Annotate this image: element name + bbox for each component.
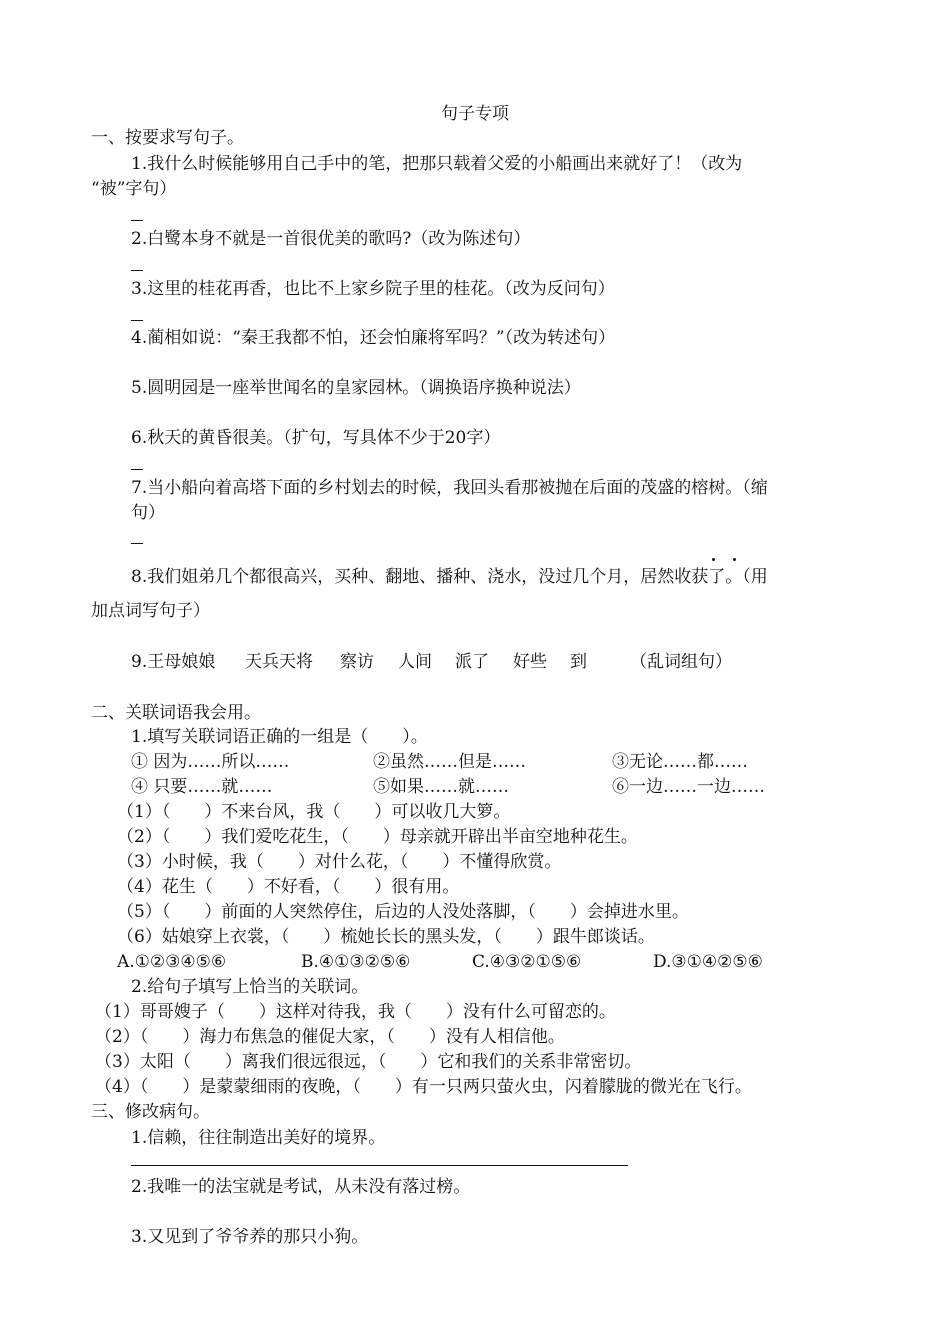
answer-blank [131, 320, 143, 321]
answer-blank [131, 469, 143, 470]
q9-word: 9.王母娘娘 [131, 652, 216, 672]
section-3-heading: 三、修改病句。 [91, 1102, 210, 1122]
option-item: ④ 只要……就…… [131, 777, 273, 797]
q9-word: 好些 [513, 652, 547, 672]
option-item: ① 因为……所以…… [131, 752, 290, 772]
option-item: ③无论……都…… [612, 752, 748, 772]
q9-word: 派了 [455, 652, 489, 672]
choice-c: C.④③②①⑤⑥ [472, 952, 582, 972]
question-3-2: 2.我唯一的法宝就是考试，从未没有落过榜。 [131, 1177, 471, 1197]
fill-item: （5）（ ）前面的人突然停住，后边的人没处落脚，（ ）会掉进水里。 [117, 902, 689, 922]
fill-item: （3）太阳（ ）离我们很远很远，（ ）它和我们的关系非常密切。 [95, 1052, 642, 1072]
question-2-1: 1.填写关联词语正确的一组是（ ）。 [131, 727, 428, 747]
option-item: ⑤如果……就…… [373, 777, 509, 797]
fill-item: （3）小时候，我（ ）对什么花，（ ）不懂得欣赏。 [117, 852, 562, 872]
question-1-5: 5.圆明园是一座举世闻名的皇家园林。（调换语序换种说法） [131, 378, 581, 398]
fill-item: （2）（ ）我们爱吃花生，（ ）母亲就开辟出半亩空地种花生。 [117, 827, 638, 847]
fill-item: （4）（ ）是蒙蒙细雨的夜晚，（ ）有一只两只萤火虫，闪着朦胧的微光在飞行。 [95, 1077, 752, 1097]
question-1-1-line-1: 1.我什么时候能够用自己手中的笔，把那只载着父爱的小船画出来就好了！（改为 [131, 154, 743, 174]
q9-note: （乱词组句） [630, 652, 732, 672]
question-1-7-line-2: 句） [131, 503, 165, 523]
q9-word: 察访 [340, 652, 374, 672]
answer-line [131, 1165, 628, 1166]
choice-d: D.③①④②⑤⑥ [653, 952, 763, 972]
section-1-heading: 一、按要求写句子。 [91, 128, 244, 148]
answer-blank [131, 270, 143, 271]
option-item: ②虽然……但是…… [373, 752, 526, 772]
choice-b: B.④①③②⑤⑥ [301, 952, 411, 972]
question-1-8-line-2: 加点词写句子） [91, 601, 210, 621]
choice-a: A.①②③④⑤⑥ [117, 952, 227, 972]
fill-item: （6）姑娘穿上衣裳，（ ）梳她长长的黑头发，（ ）跟牛郎谈话。 [117, 927, 655, 947]
option-item: ⑥一边……一边…… [612, 777, 765, 797]
q9-word: 天兵天将 [245, 652, 313, 672]
question-1-1-line-2: “被”字句） [91, 179, 177, 199]
question-1-4: 4.蔺相如说：“秦王我都不怕，还会怕廉将军吗？”（改为转述句） [131, 328, 616, 348]
emphasis-dot [733, 558, 736, 561]
question-2-2: 2.给句子填写上恰当的关联词。 [131, 977, 369, 997]
question-3-3: 3.又见到了爷爷养的那只小狗。 [131, 1227, 369, 1247]
fill-item: （1）哥哥嫂子（ ）这样对待我，我（ ）没有什么可留恋的。 [95, 1002, 616, 1022]
q9-word: 人间 [398, 652, 432, 672]
question-1-3: 3.这里的桂花再香，也比不上家乡院子里的桂花。（改为反问句） [131, 279, 615, 299]
question-1-7-line-1: 7.当小船向着高塔下面的乡村划去的时候，我回头看那被抛在后面的茂盛的榕树。（缩 [131, 478, 768, 498]
question-3-1: 1.信赖，往往制造出美好的境界。 [131, 1128, 386, 1148]
page-title: 句子专项 [441, 104, 509, 124]
emphasis-dot [712, 558, 715, 561]
fill-item: （1）（ ）不来台风，我（ ）可以收几大箩。 [117, 802, 511, 822]
question-1-6: 6.秋天的黄昏很美。（扩句，写具体不少于20字） [131, 428, 501, 448]
question-1-2: 2.白鹭本身不就是一首很优美的歌吗?（改为陈述句） [131, 229, 531, 249]
fill-item: （2）（ ）海力布焦急的催促大家，（ ）没有人相信他。 [95, 1027, 565, 1047]
answer-blank [131, 220, 143, 221]
question-1-8-line-1: 8.我们姐弟几个都很高兴，买种、翻地、播种、浇水，没过几个月，居然收获了。（用 [131, 567, 768, 587]
answer-blank [131, 543, 143, 544]
section-2-heading: 二、关联词语我会用。 [91, 703, 261, 723]
fill-item: （4）花生（ ）不好看，（ ）很有用。 [117, 877, 460, 897]
q9-word: 到 [570, 652, 587, 672]
